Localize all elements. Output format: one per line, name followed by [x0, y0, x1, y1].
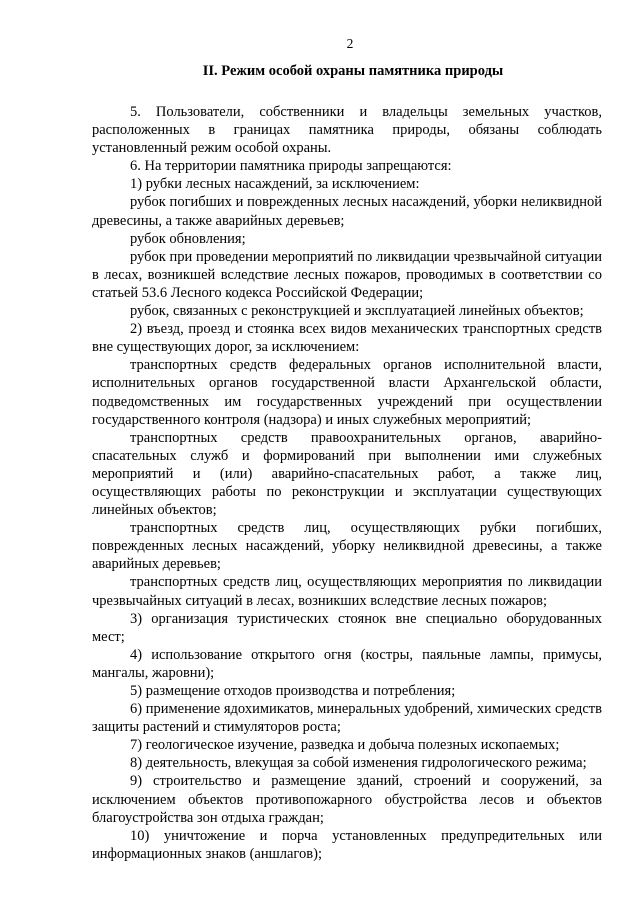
list-subitem: рубок при проведении мероприятий по ликвидации чрезвычайной ситуации в лесах, возникшей вследствие лесных пожаров, проводимых в соответствии со статьей 53.6 Лесного кодекса Российской Федерации; [92, 248, 602, 301]
body-text [92, 103, 602, 863]
list-item-4: 4) использование открытого огня (костры, паяльные лампы, примусы, мангалы, жаровни); [92, 646, 602, 681]
list-item-2: 2) въезд, проезд и стоянка всех видов механических транспортных средств вне существующих дорог, за исключением: [92, 321, 602, 356]
list-item-9: 9) строительство и размещение зданий, строений и сооружений, за исключением объектов противопожарного обустройства лесов и объектов благоустройства зон отдыха граждан; [92, 773, 602, 826]
paragraph-6: 6. На территории памятника природы запрещаются: [130, 158, 452, 175]
list-item-6: 6) применение ядохимикатов, минеральных удобрений, химических средств защиты растений и стимуляторов роста; [92, 701, 602, 736]
list-item-5: 5) размещение отходов производства и потребления; [130, 683, 456, 699]
list-subitem: транспортных средств правоохранительных органов, аварийно-спасательных служб и формирований при выполнении ими служебных мероприятий и (или) аварийно-спасательных работ, а также лиц, осуществляющих работы по реконструкции и эксплуатации существующих линейных объектов; [92, 429, 602, 519]
paragraph-5: 5. Пользователи, собственники и владельцы земельных участков, расположенных в границах памятника природы, обязаны соблюдать установленный режим особой охраны. [92, 104, 602, 157]
list-subitem: транспортных средств федеральных органов исполнительной власти, исполнительных органов государственной власти Архангельской области, подведомственных им государственных учреждений при осуществлении государственного контроля (надзора) и иных служебных мероприятий; [92, 357, 602, 428]
list-subitem: рубок обновления; [130, 230, 246, 247]
list-subitem: транспортных средств лиц, осуществляющих мероприятия по ликвидации чрезвычайных ситуаций в лесах, возникших вследствие лесных пожаров; [92, 574, 602, 609]
list-subitem: транспортных средств лиц, осуществляющих рубки погибших, поврежденных лесных насаждений, уборку неликвидной древесины, а также аварийных деревьев; [92, 520, 602, 573]
list-item-7: 7) геологическое изучение, разведка и добыча полезных ископаемых; [130, 737, 560, 754]
list-subitem: рубок погибших и поврежденных лесных насаждений, уборки неликвидной древесины, а также аварийных деревьев; [92, 194, 602, 229]
list-item-3: 3) организация туристических стоянок вне специально оборудованных мест; [92, 610, 602, 645]
list-subitem: рубок, связанных с реконструкцией и эксплуатацией линейных объектов; [130, 303, 584, 320]
list-item-1: 1) рубки лесных насаждений, за исключением: [130, 176, 420, 193]
section-title: II. Режим особой охраны памятника природы [202, 63, 504, 79]
page-number: 2 [346, 36, 354, 51]
list-item-10: 10) уничтожение и порча установленных предупредительных или информационных знаков (аншлагов); [92, 827, 602, 862]
list-item-8: 8) деятельность, влекущая за собой изменения гидрологического режима; [130, 755, 587, 772]
